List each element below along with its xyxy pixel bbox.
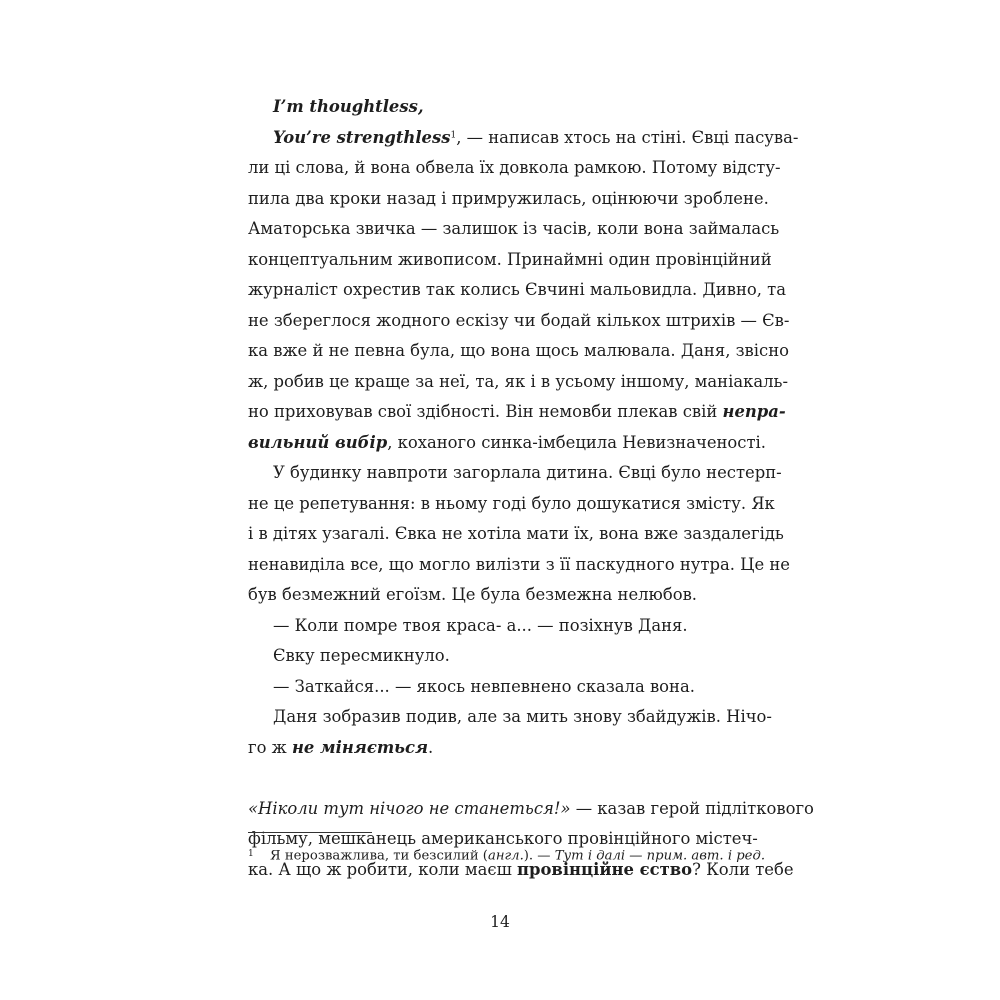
epigraph-line-2: You’re strengthless xyxy=(273,127,451,147)
emphasis-text: вильний вибір xyxy=(248,432,388,452)
paragraph-line: Даня зобразив подив, але за мить знову збайдужів. Нічо- xyxy=(273,707,772,726)
emphasis-text: непра- xyxy=(722,402,786,421)
paragraph-line: пила два кроки назад і примружилась, оцінюючи зроблене. xyxy=(248,188,769,208)
paragraph-line: концептуальним живописом. Принаймні один провінційний xyxy=(248,249,772,269)
body-text xyxy=(248,92,814,885)
paragraph-line: був безмежний егоїзм. Це була безмежна нелюбов. xyxy=(248,585,698,604)
paragraph-line: У будинку навпроти загорлала дитина. Євці було нестерп- xyxy=(273,463,782,482)
paragraph-line: і в дітях узагалі. Євка не хотіла мати їх, вона вже заздалегідь xyxy=(248,524,784,543)
paragraph-line: вильний вибір, коханого синка-імбецила Невизначеності. xyxy=(248,432,767,452)
epigraph-line-1: I’m thoughtless, xyxy=(273,97,424,116)
footnote-divider xyxy=(248,832,372,833)
footnote-ref: 1 xyxy=(450,130,457,141)
paragraph-line: ка. А що ж робити, коли маєш провінційне єство? Коли тебе xyxy=(248,859,794,879)
paragraph-line: но приховував свої здібності. Він немовби плекав свій непра- xyxy=(248,402,786,421)
paragraph-line: ж, робив це краще за неї, та, як і в усьому іншому, маніакаль- xyxy=(248,371,789,391)
dialogue-line: — Заткайся... — якось невпевнено сказала вона. xyxy=(273,676,695,696)
footnote: 1 Я нерозважлива, ти безсилий (англ.). — Тут і далі — прим. авт. і ред. xyxy=(248,844,788,867)
paragraph-line: ненавиділа все, що могло вилізти з її паскудного нутра. Це не xyxy=(248,554,790,574)
emphasis-text: не міняється xyxy=(291,737,429,757)
paragraph-line: Євку пересмикнуло. xyxy=(273,646,450,665)
paragraph-line: You’re strengthless$^1$, — написав хтось на стіні. Євці пасува- xyxy=(273,127,799,147)
quote-text: «Ніколи тут нічого не станеться!» xyxy=(248,798,571,818)
paragraph-line: не це репетування: в ньому годі було дошукатися змісту. Як xyxy=(248,493,775,513)
paragraph-line: Аматорська звичка — залишок із часів, коли вона займалась xyxy=(248,219,780,238)
footnote-marker: 1 xyxy=(248,849,254,859)
paragraph-line: го ж не міняється. xyxy=(248,737,434,757)
paragraph-line: не збереглося жодного ескізу чи бодай кількох штрихів — Єв- xyxy=(248,310,790,330)
paragraph-line: ли ці слова, й вона обвела їх довкола рамкою. Потому відсту- xyxy=(248,158,781,177)
paragraph-line: фільму, мешканець американського провінційного містеч- xyxy=(248,829,758,848)
paragraph-line: «Ніколи тут нічого не станеться!» — казав герой підліткового xyxy=(248,798,814,818)
dialogue-line: — Коли помре твоя краса- а... — позіхнув Даня. xyxy=(273,615,688,635)
paragraph-line: журналіст охрестив так колись Євчині мальовидла. Дивно, та xyxy=(248,280,787,299)
paragraph-line: ка вже й не певна була, що вона щось малювала. Даня, звісно xyxy=(248,341,789,360)
page-number: 14 xyxy=(490,913,510,931)
section-break xyxy=(248,763,754,794)
emphasis-text: провінційне єство xyxy=(517,859,693,879)
